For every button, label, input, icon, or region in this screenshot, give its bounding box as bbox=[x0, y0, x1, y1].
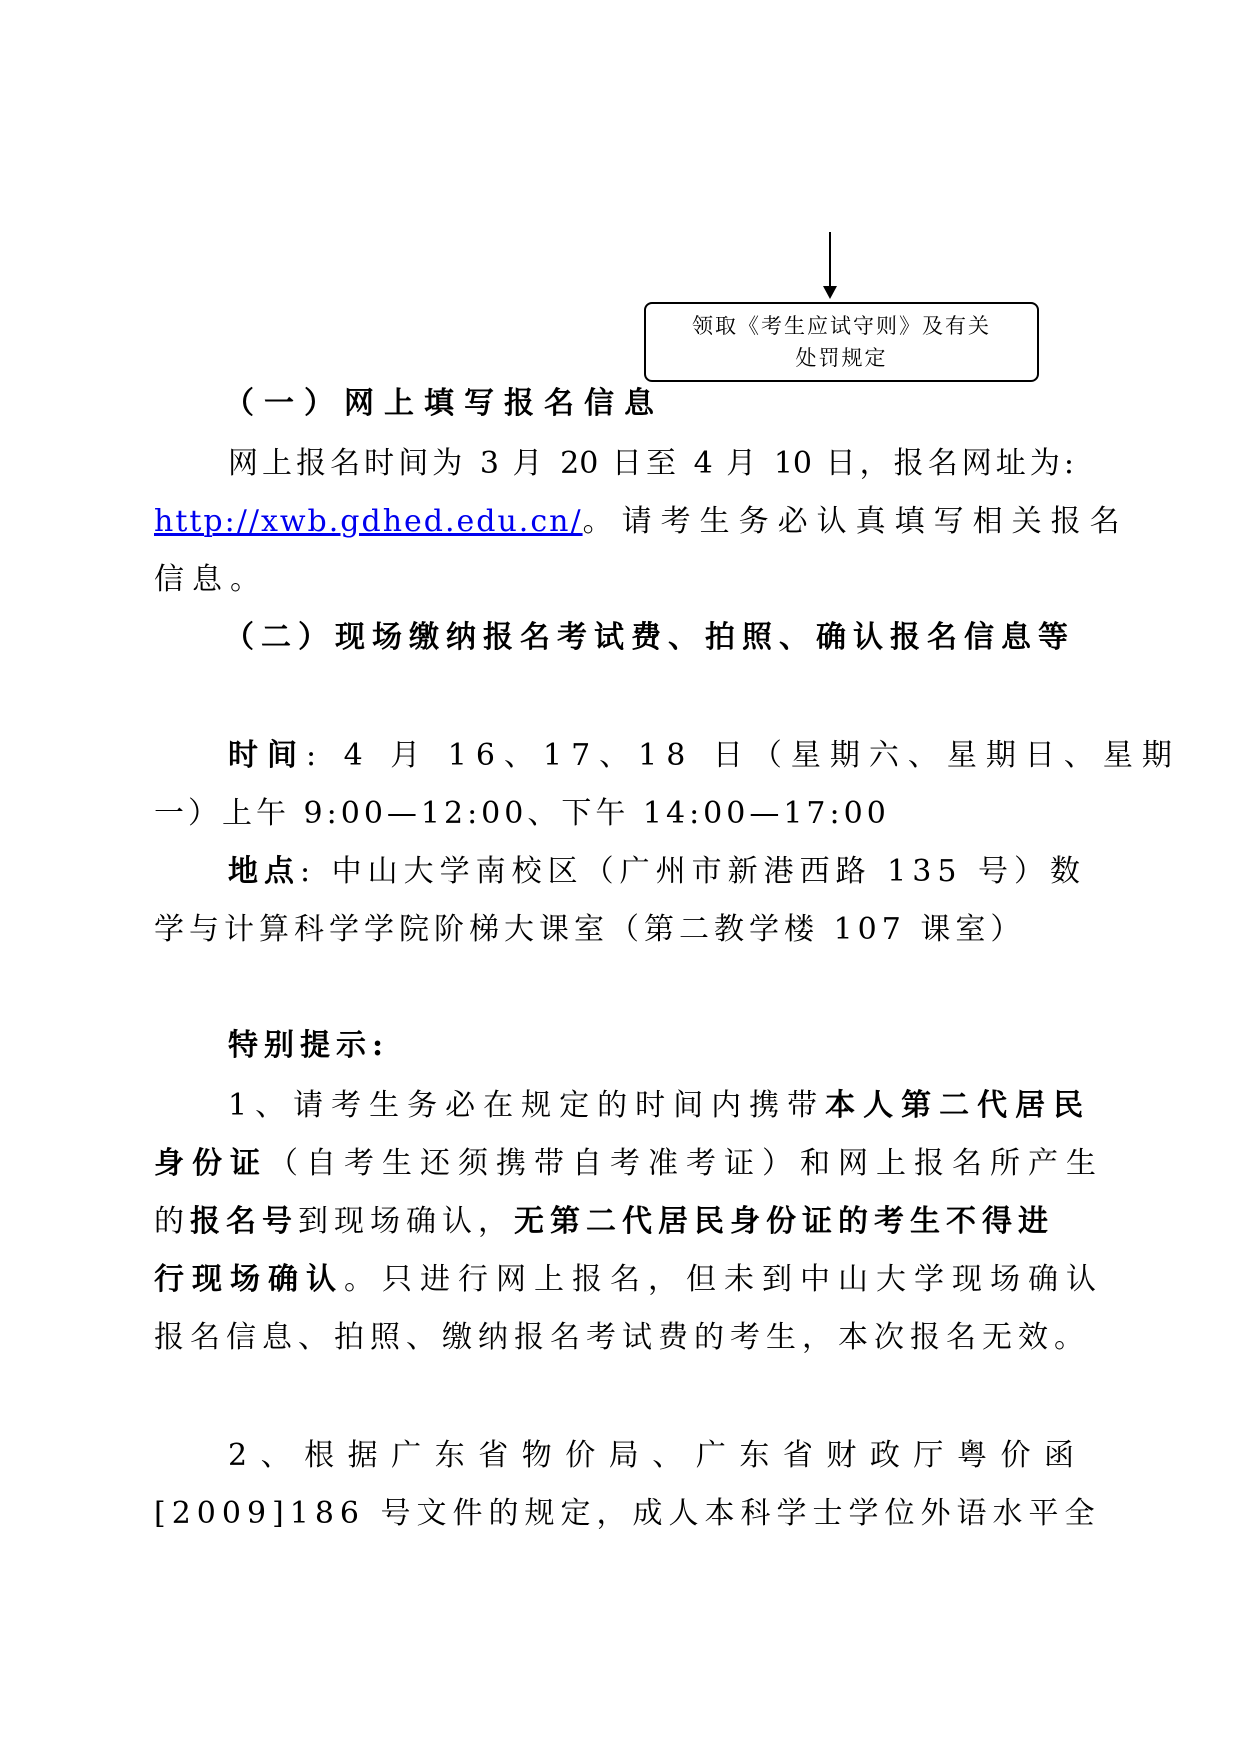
time-line2: 一）上午 9:00—12:00、下午 14:00—17:00 bbox=[154, 796, 890, 831]
place-line2: 学与计算科学学院阶梯大课室（第二教学楼 107 课室） bbox=[154, 912, 1026, 947]
section1-para-line2 bbox=[154, 502, 1129, 542]
notice-item1-l4-normal: 。只进行网上报名，但未到中山大学现场确认 bbox=[344, 1262, 1104, 1297]
notice-item1-line4 bbox=[154, 1260, 1104, 1300]
flow-step-box bbox=[644, 302, 1039, 382]
time-line1 bbox=[228, 736, 1181, 776]
notice-heading: 特别提示: bbox=[228, 1028, 390, 1063]
flow-arrow-line bbox=[829, 232, 831, 288]
notice-item1-l3-bold-a: 报名号 bbox=[190, 1204, 298, 1239]
notice-item1-l3-normal-a: 的 bbox=[154, 1204, 190, 1239]
flow-arrow-head bbox=[823, 286, 837, 299]
notice-item1-line2 bbox=[154, 1144, 1104, 1184]
notice-item2-line1: 2、根据广东省物价局、广东省财政厅粤价函 bbox=[228, 1438, 1074, 1473]
flow-box-line2: 处罚规定 bbox=[795, 346, 888, 370]
place-label: 地点 bbox=[228, 854, 300, 889]
notice-item1-l4-bold: 行现场确认 bbox=[154, 1262, 344, 1297]
flow-box-line1: 领取《考生应试守则》及有关 bbox=[692, 314, 991, 338]
place-line1-rest: : 中山大学南校区（广州市新港西路 135 号）数 bbox=[300, 854, 1086, 889]
notice-item1-line5: 报名信息、拍照、缴纳报名考试费的考生，本次报名无效。 bbox=[154, 1320, 1090, 1355]
notice-item1-line1 bbox=[228, 1086, 1091, 1126]
notice-item1-l3-bold-b: 无第二代居民身份证的考生不得进 bbox=[514, 1204, 1054, 1239]
notice-item1-l1-bold: 本人第二代居民 bbox=[825, 1088, 1092, 1123]
notice-item1-l3-normal-b: 到现场确认， bbox=[298, 1204, 514, 1239]
place-line1 bbox=[228, 852, 1086, 892]
notice-item2-line2: [2009]186 号文件的规定，成人本科学士学位外语水平全 bbox=[154, 1496, 1101, 1531]
notice-item1-l2-bold: 身份证 bbox=[154, 1146, 268, 1181]
section1-para-line2-rest: 。请考生务必认真填写相关报名 bbox=[582, 504, 1129, 539]
registration-url-link[interactable]: http://xwb.gdhed.edu.cn/ bbox=[154, 504, 583, 539]
time-label: 时间 bbox=[228, 738, 306, 773]
section1-heading: （一）网上填写报名信息 bbox=[224, 386, 664, 421]
time-line1-rest: : 4 月 16、17、18 日（星期六、星期日、星期 bbox=[306, 738, 1181, 773]
section2-heading: （二）现场缴纳报名考试费、拍照、确认报名信息等 bbox=[224, 620, 1075, 655]
notice-item1-line3 bbox=[154, 1202, 1054, 1242]
section1-para-line1: 网上报名时间为 3 月 20 日至 4 月 10 日，报名网址为: bbox=[228, 446, 1074, 481]
section1-para-line3: 信息。 bbox=[154, 562, 268, 597]
notice-item1-l2-normal: （自考生还须携带自考准考证）和网上报名所产生 bbox=[268, 1146, 1104, 1181]
notice-item1-l1-normal: 1、请考生务必在规定的时间内携带 bbox=[228, 1088, 826, 1123]
